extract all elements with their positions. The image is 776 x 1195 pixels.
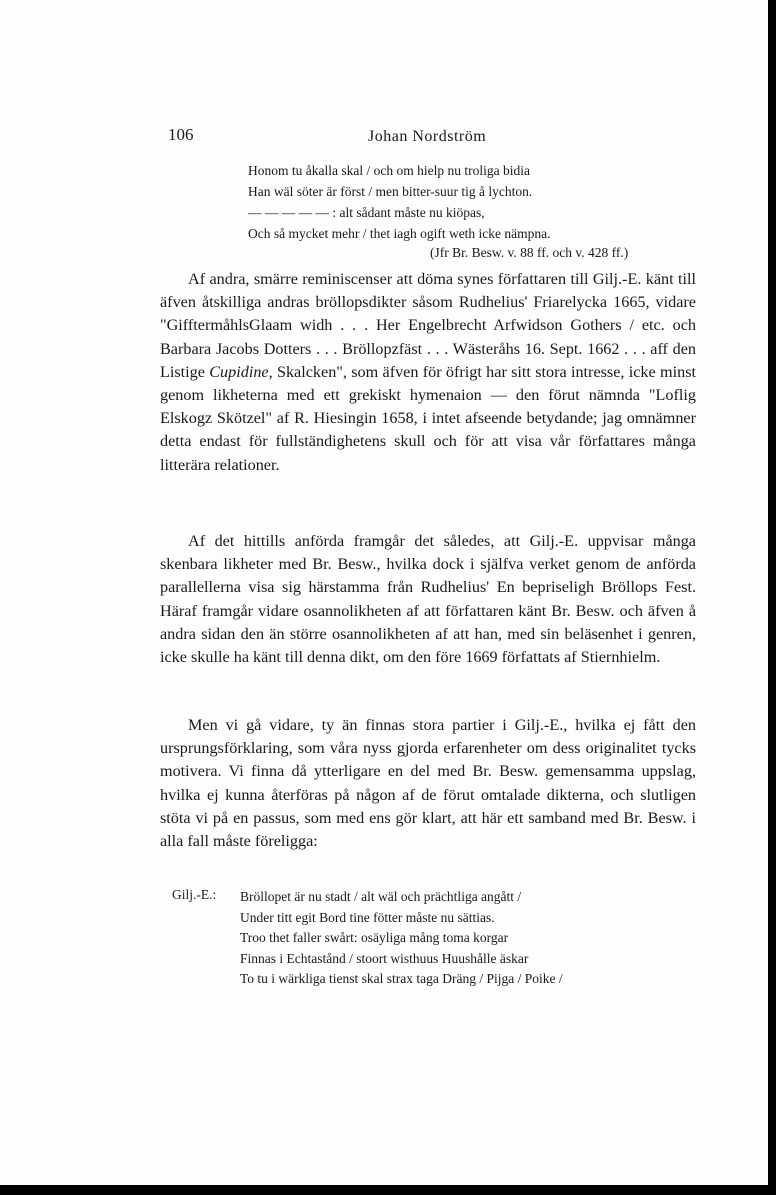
paragraph-3 [160,714,696,853]
quote-block [240,887,563,990]
verse-block-top [248,160,551,244]
paragraph-2 [160,530,696,669]
running-title: Johan Nordström [368,128,487,145]
verse-line: Och så mycket mehr / thet iagh ogift weth icke nämpna. [248,226,551,241]
page-number: 106 [168,125,194,144]
quote-line: Finnas i Echtastånd / stoort wisthuus Huushålle äskar [240,950,529,966]
paragraph-2-text: Af det hittills anförda framgår det således, att Gilj.-E. uppvisar många skenbara likheter med Br. Besw., hvilka dock i själfva verket genom de anförda parallellerna visa sig härstamma från Rudhelius' En bepriseligh Bröllops Fest. Häraf framgår vidare osannolikheten af att författaren känt Br. Besw. och äfven å andra sidan den än större osannolikheten af att han, med sin beläsenhet i genren, icke skulle ha känt till denna dikt, om den före 1669 författats af Stiernhielm. [160,532,696,667]
verse-line: Honom tu åkalla skal / och om hielp nu troliga bidia [248,163,530,178]
paragraph-1-text: Af andra, smärre reminiscenser att döma synes författaren till Gilj.-E. känt till äfven åtskilliga andras bröllopsdikter såsom Rudhelius' Friarelycka 1665, vidare "GifftermåhlsGlaam widh . . . Her Engelbrecht Arfwidson Gothers / etc. och Barbara Jacobs Dotters . . . Bröllopzfäst . . . Wästeråhs 16. Sept. 1662 . . . aff den Listige [160,270,696,381]
quote-line: Troo thet faller swårt: osäyliga mång toma korgar [240,930,509,945]
scan-border-bottom [0,1185,776,1195]
quote-label: Gilj.-E.: [172,887,217,902]
verse-citation: (Jfr Br. Besw. v. 88 ff. och v. 428 ff.) [430,245,629,260]
quote-line: To tu i wärkliga tienst skal strax taga Dräng / Pijga / Poike / [240,971,563,986]
quote-line: Bröllopet är nu stadt / alt wäl och prächtliga angått / [240,889,522,904]
paragraph-1-italic: Cupidine, [209,362,273,381]
verse-line: — — — — — : alt sådant måste nu kiöpas, [248,205,485,220]
paragraph-1-rest: Skalcken", som äfven för öfrigt har sitt stora intresse, icke minst genom likheterna med ett grekiskt hymenaion — den förut nämnda "Loflig Elskogz Skötzel" af R. Hiesingin 1658, i intet afseende betydande; jag omnämner detta endast för fullständighetens skull och för att visa vår författares många litterära relationer. [160,362,696,474]
paragraph-3-text: Men vi gå vidare, ty än finnas stora partier i Gilj.-E., hvilka ej fått den ursprungsförklaring, som våra nyss gjorda erfarenheter om dess originalitet tycks motivera. Vi finna då ytterligare en del med Br. Besw. gemensamma uppslag, hvilka ej kunna återföras på någon af de förut omtalade dikterna, och slutligen stöta vi på en passus, som med ens gör klart, att här ett samband med Br. Besw. i alla fall måste föreligga: [160,716,696,851]
running-head [168,125,696,149]
quote-line: Under titt egit Bord tine fötter måste nu sättias. [240,909,495,925]
paragraph-1 [160,268,696,477]
scan-border-right [768,0,776,1195]
verse-line: Han wäl söter är först / men bitter-suur tig å lychton. [248,184,533,199]
